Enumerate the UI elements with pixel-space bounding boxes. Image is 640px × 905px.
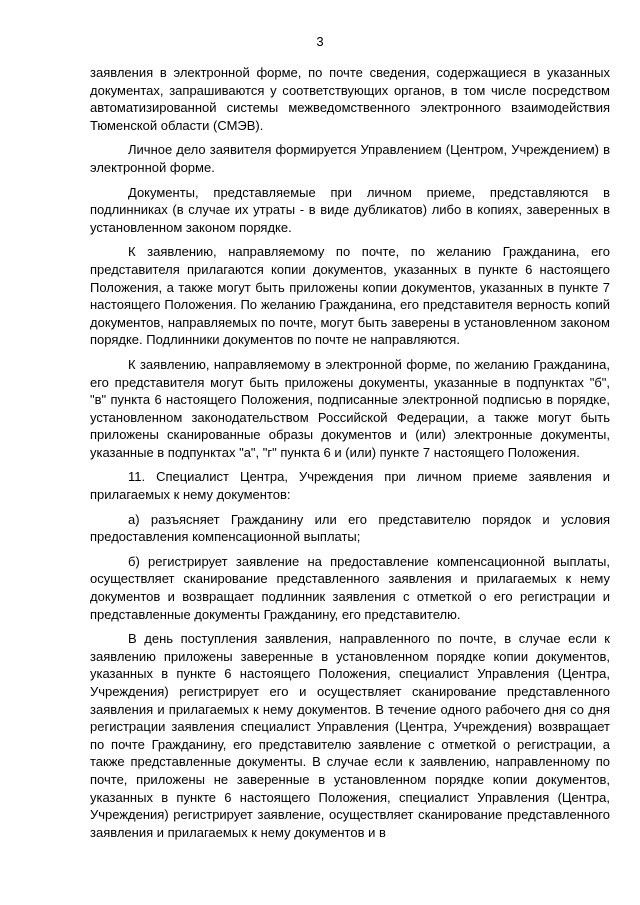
page-number: 3: [316, 34, 324, 49]
paragraph-postal-receipt-day: В день поступления заявления, направленного по почте, в случае если к заявлению приложены заверенные в установленном порядке копии документов, указанных в пункте 6 настоящего Положения, специалист Управления (Центра, Учреждения) регистрирует его и осуществляет сканирование представленного заявления и прилагаемых к нему документов. В течение одного рабочего дня со дня регистрации заявления специалист Управления (Центра, Учреждения) возвращает по почте Гражданину, его представителю заявление с отметкой о регистрации, а также представленные документы. В случае если к заявлению, направленному по почте, приложены не заверенные в установленном порядке копии документов, указанных в пункте 6 настоящего Положения, специалист Управления (Центра, Учреждения) регистрирует заявление, осуществляет сканирование представленного заявления и прилагаемых к нему документов и в: [90, 631, 610, 840]
paragraph-clause-11: 11. Специалист Центра, Учреждения при личном приеме заявления и прилагаемых к нему документов:: [90, 469, 610, 503]
paragraph-subclause-b: б) регистрирует заявление на предоставление компенсационной выплаты, осуществляет сканирование представленного заявления и прилагаемых к нему документов и возвращает подлинник заявления с отметкой о его регистрации и представленные документы Гражданину, его представителю.: [90, 553, 610, 622]
paragraph-documents-personal-reception: Документы, представляемые при личном приеме, представляются в подлинниках (в случае их утраты - в виде дубликатов) либо в копиях, заверенных в установленном законом порядке.: [90, 184, 610, 235]
paragraph-postal-application: К заявлению, направляемому по почте, по желанию Гражданина, его представителя прилагаются копии документов, указанных в пункте 6 настоящего Положения, а также могут быть приложены копии документов, указанных в пункте 7 настоящего Положения. По желанию Гражданина, его представителя верность копий документов, направляемых по почте, могут быть заверены в установленном законом порядке. Подлинники документов по почте не направляются.: [90, 244, 610, 348]
document-body: [90, 64, 610, 848]
paragraph-personal-file: Личное дело заявителя формируется Управлением (Центром, Учреждением) в электронной форме.: [90, 142, 610, 175]
paragraph-electronic-application: К заявлению, направляемому в электронной форме, по желанию Гражданина, его представителя могут быть приложены документы, указанные в подпунктах "б", "в" пункта 6 настоящего Положения, подписанные электронной подписью в порядке, установленном законодательством Российской Федерации, а также могут быть приложены сканированные образы документов и (или) электронные документы, указанные в подпунктах "а", "г" пункта 6 и (или) пункте 7 настоящего Положения.: [90, 356, 610, 460]
paragraph-subclause-a: а) разъясняет Гражданину или его представителю порядок и условия предоставления компенсационной выплаты;: [90, 511, 610, 545]
paragraph-continuation: заявления в электронной форме, по почте сведения, содержащиеся в указанных документах, запрашиваются у соответствующих органов, в том числе посредством автоматизированной системы межведомственного электронного взаимодействия Тюменской области (СМЭВ).: [90, 65, 610, 133]
